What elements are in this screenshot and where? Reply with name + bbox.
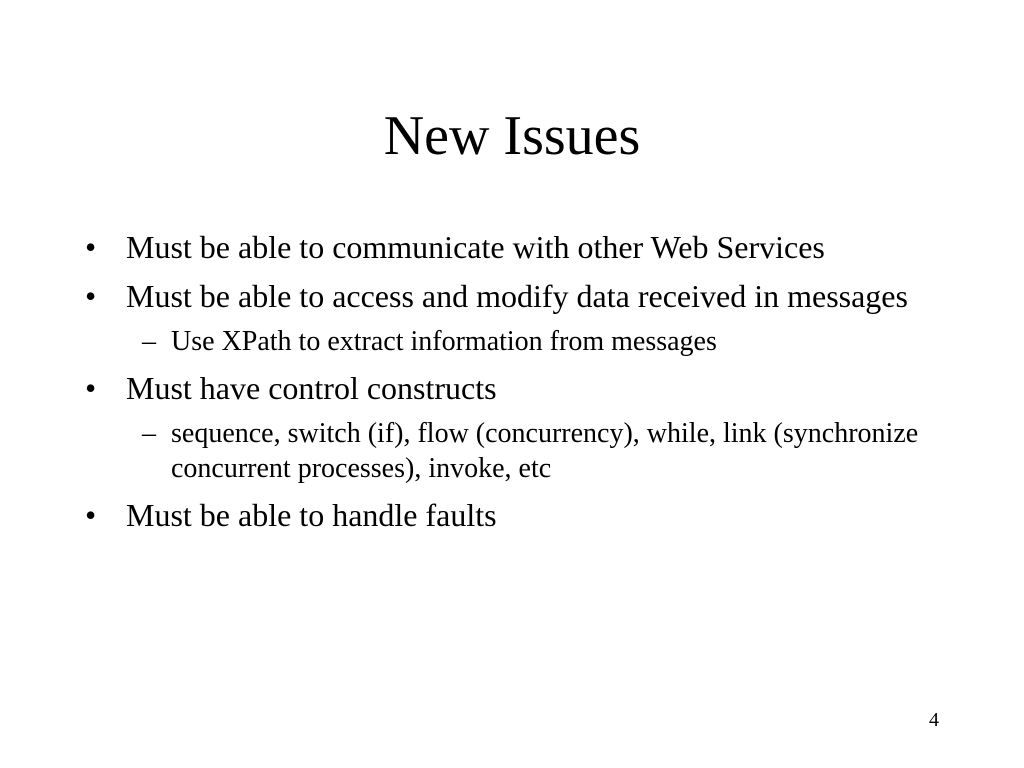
sub-bullet-marker: –: [142, 418, 156, 449]
bullet-text: Must be able to handle faults: [126, 497, 497, 533]
sub-bullet-text: Use XPath to extract information from messages: [171, 326, 717, 357]
sub-bullet-list: [126, 416, 955, 486]
bullet-item: [85, 277, 955, 359]
bullet-item: [85, 228, 955, 267]
sub-bullet-item: [126, 324, 955, 359]
bullet-item: [85, 496, 955, 535]
slide-title: New Issues: [383, 105, 641, 167]
bullet-text: Must be able to communicate with other Web Services: [126, 229, 825, 265]
sub-bullet-item: [126, 416, 955, 486]
bullet-marker: •: [85, 278, 97, 314]
bullet-item: [85, 369, 955, 486]
bullet-marker: •: [85, 229, 97, 265]
page-number: 4: [929, 709, 939, 731]
sub-bullet-text: sequence, switch (if), flow (concurrency), while, link (synchronize concurrent processes), invoke, etc: [171, 418, 919, 484]
bullet-marker: •: [85, 370, 97, 406]
sub-bullet-marker: –: [142, 326, 156, 357]
sub-bullet-list: [126, 324, 955, 359]
bullet-text: Must have control constructs: [126, 370, 497, 406]
bullet-text: Must be able to access and modify data received in messages: [126, 278, 908, 314]
bullet-marker: •: [85, 497, 97, 533]
bullet-list: [85, 228, 955, 545]
